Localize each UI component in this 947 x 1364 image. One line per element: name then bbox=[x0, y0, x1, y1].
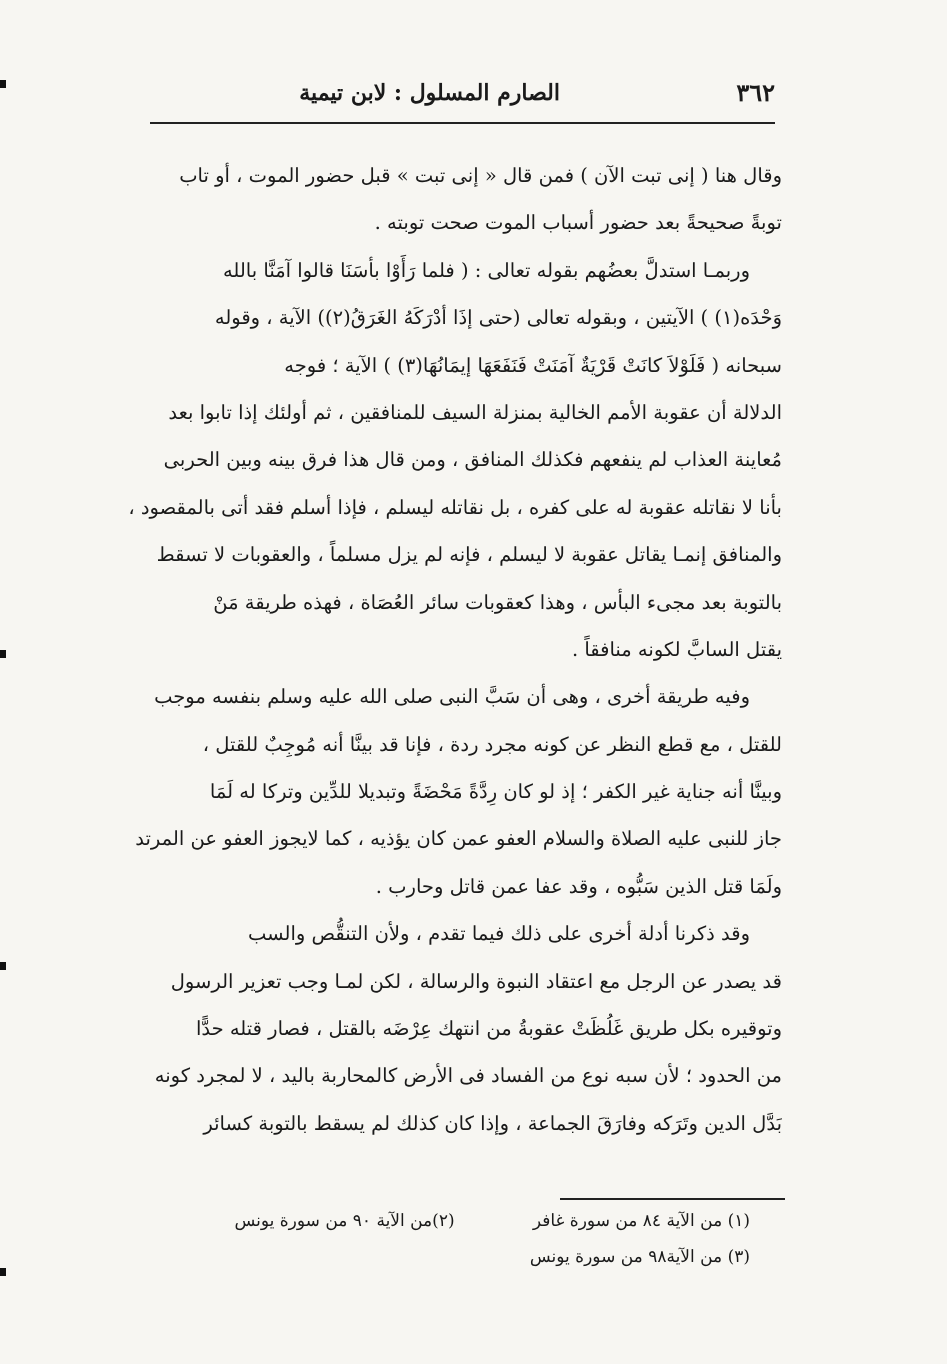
text-line: يقتل السابَّ لكونه منافقاً . bbox=[571, 637, 782, 661]
text-line: وربمـا استدلَّ بعضُهم بقوله تعالى : ( فلما رَأَوْا بأسَنَا قالوا آمَنَّا بالله bbox=[222, 258, 750, 282]
text-line: بَدَّل الدين وتَرَكه وفارَقَ الجماعة ، وإذا كان كذلك لم يسقط بالتوبة كسائر bbox=[203, 1111, 782, 1135]
text-line: للقتل ، مع قطع النظر عن كونه مجرد ردة ، فإنا قد بينَّا أنه مُوجِبٌ للقتل ، bbox=[202, 732, 782, 756]
footnote-1: (١) من الآية ٨٤ من سورة غافر bbox=[532, 1211, 750, 1231]
page-number: ٣٦٢ bbox=[736, 78, 775, 107]
footnotes bbox=[150, 1203, 750, 1275]
text-line: ولَمَا قتل الذين سَبُّوه ، وقد عفا عمن قاتل وحارب . bbox=[375, 874, 782, 898]
text-line: مُعاينة العذاب لم ينفعهم فكذلك المنافق ، ومن قال هذا فرق بينه وبين الحربى bbox=[163, 448, 782, 472]
text-line: وقد ذكرنا أدلة أخرى على ذلك فيما تقدم ، ولأن التنقُّص والسب bbox=[247, 922, 750, 946]
footnote-rule bbox=[560, 1198, 785, 1200]
text-line: وفيه طريقة أخرى ، وهى أن سَبَّ النبى صلى الله عليه وسلم بنفسه موجب bbox=[154, 685, 750, 709]
footnote-row bbox=[150, 1239, 750, 1275]
page-header bbox=[299, 78, 775, 118]
text-line: وَحْدَه(١) ) الآيتين ، وبقوله تعالى (حتى إذَا أدْرَكَهُ الغَرَقُ(٢)) الآية ، وقوله bbox=[214, 306, 782, 330]
text-line: من الحدود ؛ لأن سبه نوع من الفساد فى الأرض كالمحاربة باليد ، لا لمجرد كونه bbox=[154, 1064, 782, 1088]
text-line: توبةً صحيحةً بعد حضور أسباب الموت صحت توبته . bbox=[374, 211, 782, 235]
text-line: قد يصدر عن الرجل مع اعتقاد النبوة والرسالة ، لكن لمـا وجب تعزير الرسول bbox=[170, 969, 782, 993]
text-line: بالتوبة بعد مجىء البأس ، وهذا كعقوبات سائر العُصَاة ، فهذه طريقة مَنْ bbox=[213, 590, 782, 614]
running-title: الصارم المسلول : لابن تيمية bbox=[299, 80, 560, 106]
text-line: وقال هنا ( إنى تبت الآن ) فمن قال « إنى تبت » قبل حضور الموت ، أو تاب bbox=[179, 164, 782, 187]
body-text bbox=[110, 152, 782, 1147]
header-rule bbox=[150, 122, 775, 124]
text-line: بأنا لا نقاتله عقوبة له على كفره ، بل نقاتله ليسلم ، فإذا أسلم فقد أتى بالمقصود ، bbox=[128, 495, 782, 519]
scan-edge-mark bbox=[0, 80, 6, 88]
scan-edge-mark bbox=[0, 650, 6, 658]
footnote-3: (٣) من الآية٩٨ من سورة يونس bbox=[529, 1247, 750, 1267]
footnote-2: (٢)من الآية ٩٠ من سورة يونس bbox=[234, 1211, 455, 1231]
scan-edge-mark bbox=[0, 1268, 6, 1276]
text-line: جاز للنبى عليه الصلاة والسلام العفو عمن كان يؤذيه ، كما لايجوز العفو عن المرتد bbox=[135, 827, 782, 851]
text-line: والمنافق إنمـا يقاتل عقوبة لا ليسلم ، فإنه لم يزل مسلماً ، والعقوبات لا تسقط bbox=[156, 543, 782, 567]
text-line: وتوقيره بكل طريق غَلُظَتْ عقوبةُ من انتهك عِرْضَه بالقتل ، فصار قتله حدًّا bbox=[195, 1017, 782, 1041]
text-line: الدلالة أن عقوبة الأمم الخالية بمنزلة السيف للمنافقين ، ثم أولئك إذا تابوا بعد bbox=[168, 400, 782, 424]
text-line: سبحانه ( فَلَوْلاَ كانَتْ قَرْيَةٌ آمَنَتْ فَنَفَعَهَا إيمَانُهَا(٣) ) الآية ؛ فوجه bbox=[284, 353, 782, 377]
footnote-row bbox=[150, 1203, 750, 1239]
text-line: وبينَّا أنه جناية غير الكفر ؛ إذ لو كان رِدَّةً مَحْضَةً وتبديلا للدِّين وتركا له لَمَا bbox=[209, 780, 782, 804]
scan-edge-mark bbox=[0, 962, 6, 970]
